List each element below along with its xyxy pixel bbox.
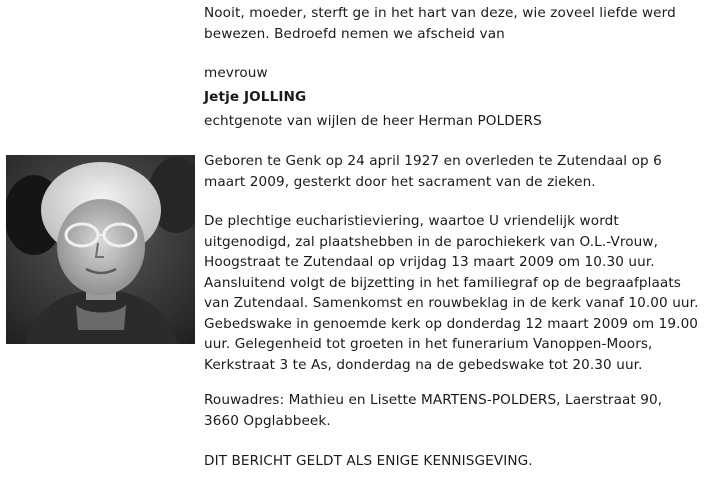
deceased-name: Jetje JOLLING xyxy=(204,89,307,105)
intro-verse: Nooit, moeder, sterft ge in het hart van deze, wie zoveel liefde werd bewezen. Bedroefd nemen we afscheid van xyxy=(204,5,676,42)
birth-death-paragraph: Geboren te Genk op 24 april 1927 en overleden te Zutendaal op 6 maart 2009, gesterkt door het sacrament van de zieken. xyxy=(204,153,662,190)
portrait-photo xyxy=(6,155,195,344)
honorific: mevrouw xyxy=(204,65,268,81)
portrait-image xyxy=(6,155,195,344)
notice-line: DIT BERICHT GELDT ALS ENIGE KENNISGEVING. xyxy=(204,453,533,469)
spouse-line: echtgenote van wijlen de heer Herman POLDERS xyxy=(204,113,542,129)
mourning-address: Rouwadres: Mathieu en Lisette MARTENS-POLDERS, Laerstraat 90, 3660 Opglabbeek. xyxy=(204,392,663,429)
ceremony-paragraph: De plechtige eucharistieviering, waartoe U vriendelijk wordt uitgenodigd, zal plaatshebben in de parochiekerk van O.L.-Vrouw, Hoogstraat te Zutendaal op vrijdag 13 maart 2009 om 10.30 uur. Aansluitend volgt de bijzetting in het familiegraf op de begraafplaats van Zutendaal. Samenkomst en rouwbeklag in de kerk vanaf 10.00 uur. Gebedswake in genoemde kerk op donderdag 12 maart 2009 om 19.00 uur. Gelegenheid tot groeten in het funerarium Vanoppen-Moors, Kerkstraat 3 te As, donderdag na de gebedswake tot 20.30 uur. xyxy=(204,213,699,373)
